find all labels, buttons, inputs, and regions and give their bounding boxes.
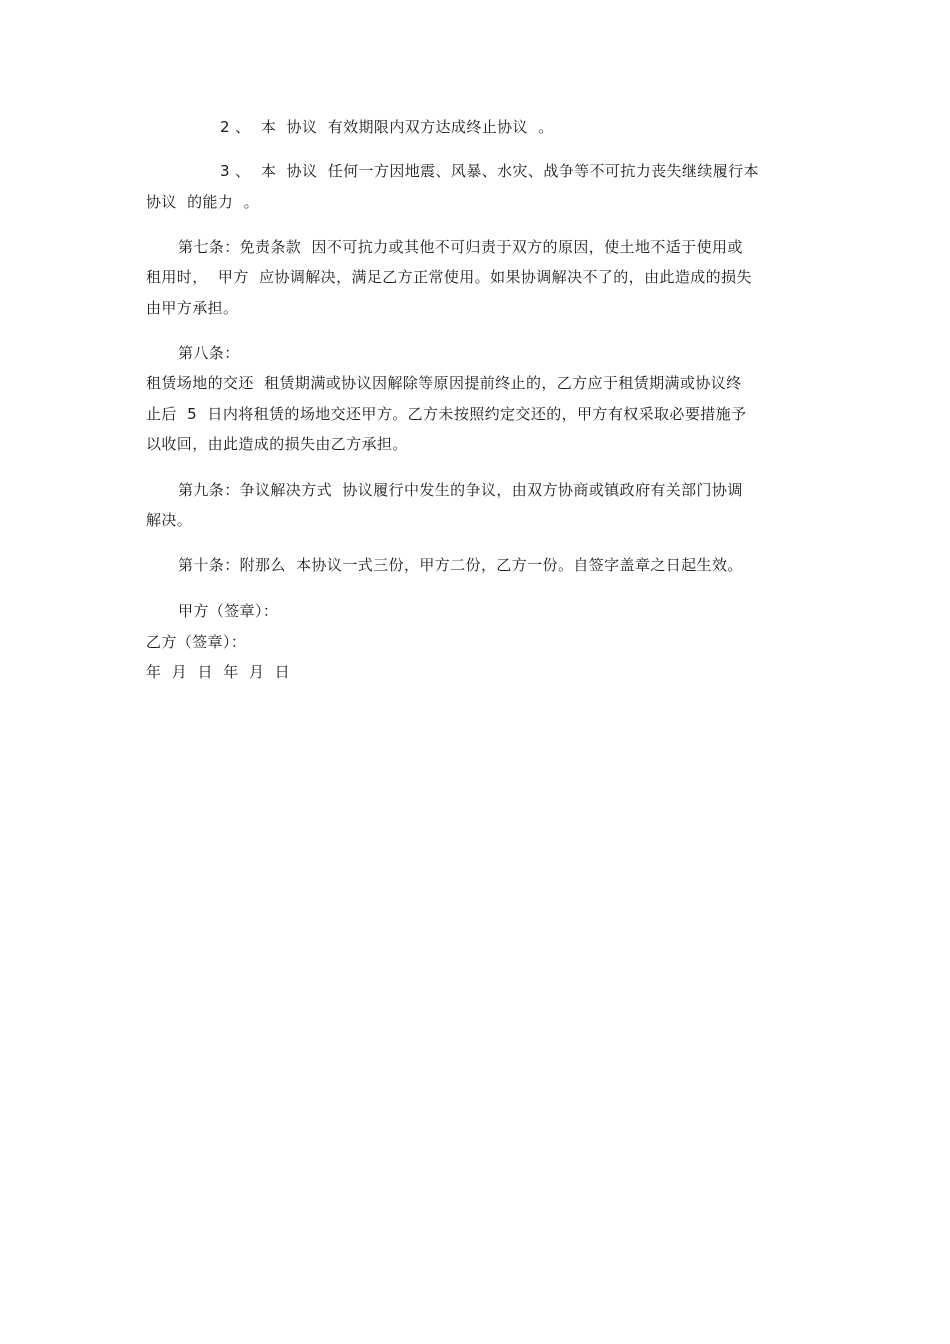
signature-party-a: 甲方（签章）： [178, 602, 279, 620]
article-8-line-3: 以收回，由此造成的损失由乙方承担。 [146, 435, 408, 453]
article-7-line-2: 租用时， 甲方 应协调解决，满足乙方正常使用。如果协调解决不了的，由此造成的损失 [146, 268, 752, 286]
clause-item-2-line-1: 2 、 本 协议 有效期限内双方达成终止协议 。 [220, 118, 554, 136]
article-8-line-2: 止后 5 日内将租赁的场地交还甲方。乙方未按照约定交还的，甲方有权采取必要措施予 [146, 405, 747, 423]
clause-item-3-line-1: 3 、 本 协议 任何一方因地震、风暴、水灾、战争等不可抗力丧失继续履行本 [220, 162, 759, 180]
clause-item-3-line-2: 协议 的能力 。 [146, 193, 260, 211]
article-9-line-1: 第九条：争议解决方式 协议履行中发生的争议，由双方协商或镇政府有关部门协调 [178, 481, 743, 499]
signature-party-b: 乙方（签章）： [146, 633, 247, 651]
article-10-line-1: 第十条：附那么 本协议一式三份，甲方二份，乙方一份。自签字盖章之日起生效。 [178, 556, 743, 574]
article-8-heading: 第八条： [178, 344, 240, 362]
article-8-line-1: 租赁场地的交还 租赁期满或协议因解除等原因提前终止的，乙方应于租赁期满或协议终 [146, 374, 742, 392]
article-7-line-3: 由甲方承担。 [146, 299, 239, 317]
article-7-line-1: 第七条：免责条款 因不可抗力或其他不可归责于双方的原因，使土地不适于使用或 [178, 238, 743, 256]
signature-dates: 年 月 日 年 月 日 [146, 663, 291, 681]
article-9-line-2: 解决。 [146, 511, 193, 529]
